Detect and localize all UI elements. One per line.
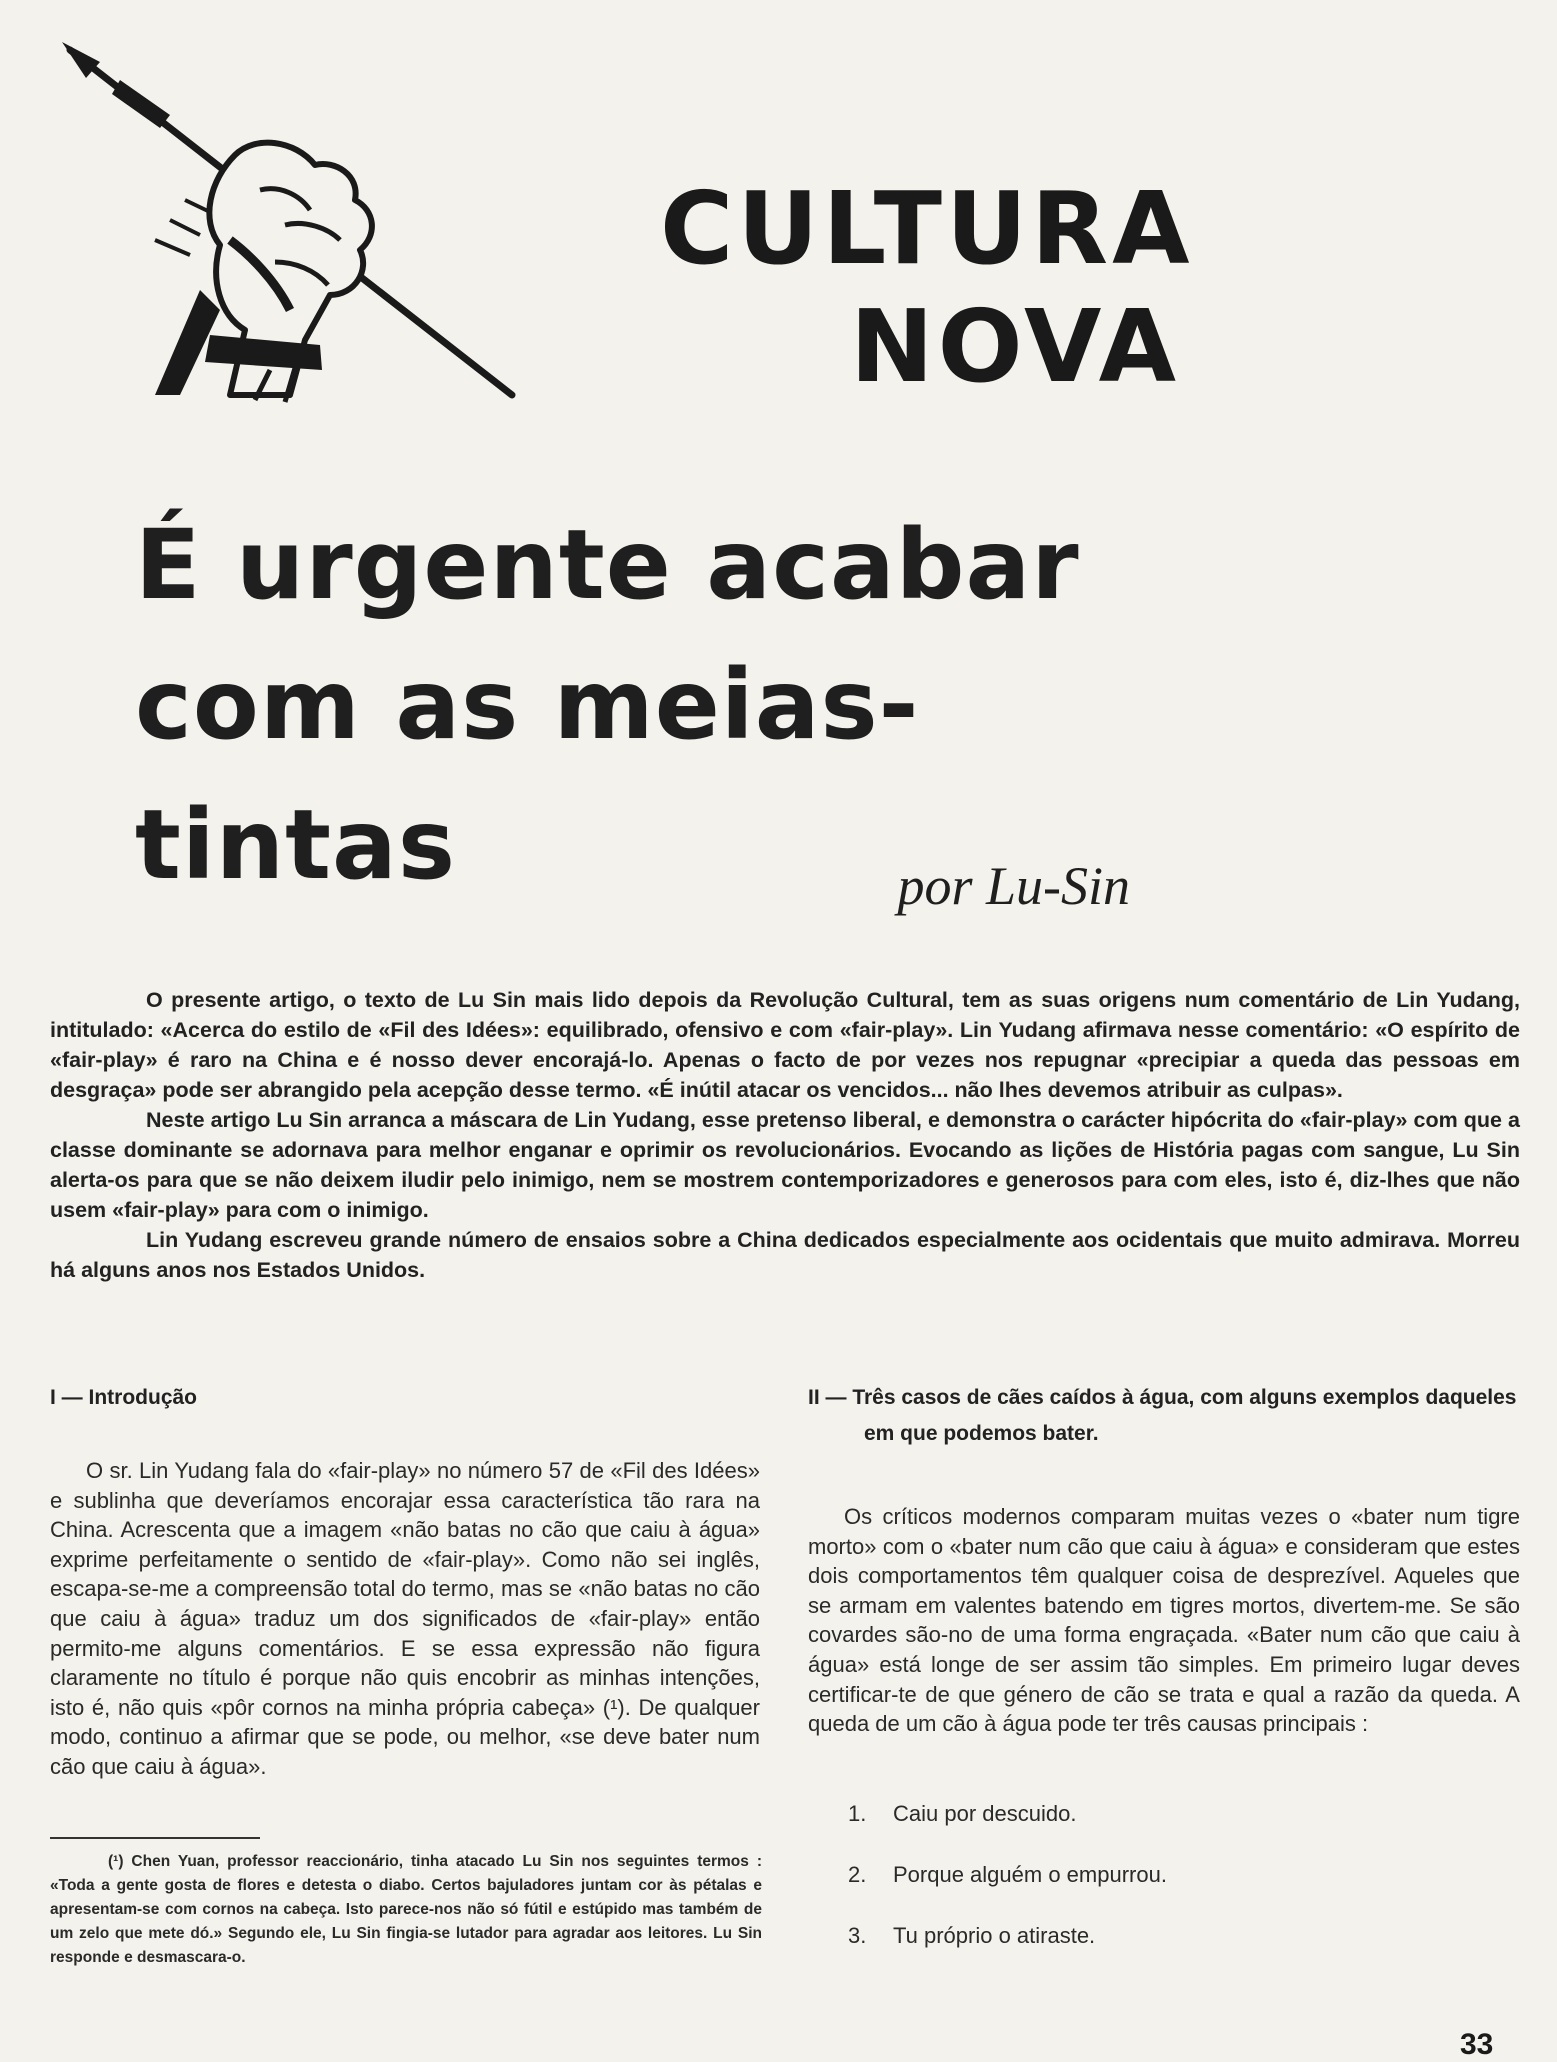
section-title-line2: NOVA	[849, 288, 1180, 405]
list-item	[808, 1860, 1523, 1890]
list-item-number: 2.	[848, 1861, 867, 1887]
list-item	[808, 1921, 1523, 1951]
section2-body: Os críticos modernos comparam muitas vezes o «bater num tigre morto» com o «bater num cão que caiu à água» e consideram que estes dois comportamentos têm qualquer coisa de desprezível. Aqueles que se armam em valentes batendo em tigres mortos, divertem-me. Se são covardes são-no de uma forma engraçada. «Bater num cão que caiu à água» está longe de ser assim tão simples. Em primeiro lugar deves certificar-te de que género de cão se trata e qual a razão da queda. A queda de um cão à água pode ter três causas principais :	[808, 1504, 1520, 1737]
byline: por Lu-Sin	[897, 856, 1130, 916]
section1-body: O sr. Lin Yudang fala do «fair-play» no número 57 de «Fil des Idées» e sublinha que deveríamos encorajar essa característica tão rara na China. Acrescenta que a imagem «não batas no cão que caiu à água» exprime perfeitamente o sentido de «fair-play». Como não sei inglês, escapa-se-me a compreensão total do termo, mas se «não batas no cão que caiu à água» traduz um dos significados de «fair-play» então permito-me alguns comentários. E se essa expressão não figura claramente no título é porque não quis encobrir as minhas intenções, isto é, não quis «pôr cornos na minha própria cabeça» (¹). De qualquer modo, continuo a afirmar que se pode, ou melhor, «se deve bater num cão que caiu à água».	[50, 1458, 760, 1779]
intro-paragraph: Neste artigo Lu Sin arranca a máscara de Lin Yudang, esse pretenso liberal, e demonstra o carácter hipócrita do «fair-play» com que a classe dominante se adornava para melhor enganar e oprimir os revolucionários. Evocando as lições de História pagas com sangue, Lu Sin alerta-os para que se não deixem iludir pelo inimigo, nem se mostrem contemporizadores e generosos para com eles, isto é, diz-lhes que não usem «fair-play» para com o inimigo.	[50, 1108, 1520, 1222]
section-title-line1: CULTURA	[660, 170, 1194, 287]
section2-heading: II — Três casos de cães caídos à água, com alguns exemplos daqueles em que podemos bater.	[808, 1386, 1517, 1445]
footnote: (¹) Chen Yuan, professor reaccionário, tinha atacado Lu Sin nos seguintes termos : «Toda a gente gosta de flores e detesta o diabo. Certos bajuladores juntam cor às pétalas e apresentam-se com cornos na cabeça. Isto parece-nos não só fútil e estúpido mas também de um zelo que mete dó.» Segundo ele, Lu Sin fingia-se lutador para agradar aos leitores. Lu Sin responde e desmascara-o.	[50, 1853, 762, 1966]
intro-paragraph: O presente artigo, o texto de Lu Sin mais lido depois da Revolução Cultural, tem as suas origens num comentário de Lin Yudang, intitulado: «Acerca do estilo de «Fil des Idées»: equilibrado, ofensivo e com «fair-play». Lin Yudang afirmava nesse comentário: «O espírito de «fair-play» é raro na China e é nosso dever encorajá-lo. Apenas o facto de por vezes nos repugnar «precipiar a queda das pessoas em desgraça» pode ser abrangido pela acepção desse termo. «É inútil atacar os vencidos... não lhes devemos atribuir as culpas».	[50, 988, 1520, 1102]
fist-holding-brush-icon	[60, 40, 530, 410]
article-headline	[135, 495, 1235, 915]
headline-line1: É urgente acabar	[135, 509, 1080, 621]
headline-line2: com as meias-tintas	[135, 649, 920, 901]
section-title	[660, 170, 1194, 406]
list-item-text: Tu próprio o atiraste.	[893, 1922, 1096, 1948]
list-item-text: Porque alguém o empurrou.	[893, 1861, 1167, 1887]
intro-abstract	[50, 985, 1520, 1285]
list-item-number: 1.	[848, 1800, 867, 1826]
intro-paragraph: Lin Yudang escreveu grande número de ensaios sobre a China dedicados especialmente aos ocidentais que muito admirava. Morreu há alguns anos nos Estados Unidos.	[50, 1228, 1520, 1282]
list-item-number: 3.	[848, 1922, 867, 1948]
right-column	[808, 1380, 1523, 1982]
left-column	[50, 1380, 765, 1782]
section1-heading: I — Introdução	[50, 1386, 197, 1409]
causes-list	[808, 1799, 1523, 1951]
list-item-text: Caiu por descuido.	[893, 1800, 1077, 1826]
footnote-divider	[50, 1837, 260, 1839]
page-number: 33	[1460, 2028, 1494, 2061]
list-item	[808, 1799, 1523, 1829]
